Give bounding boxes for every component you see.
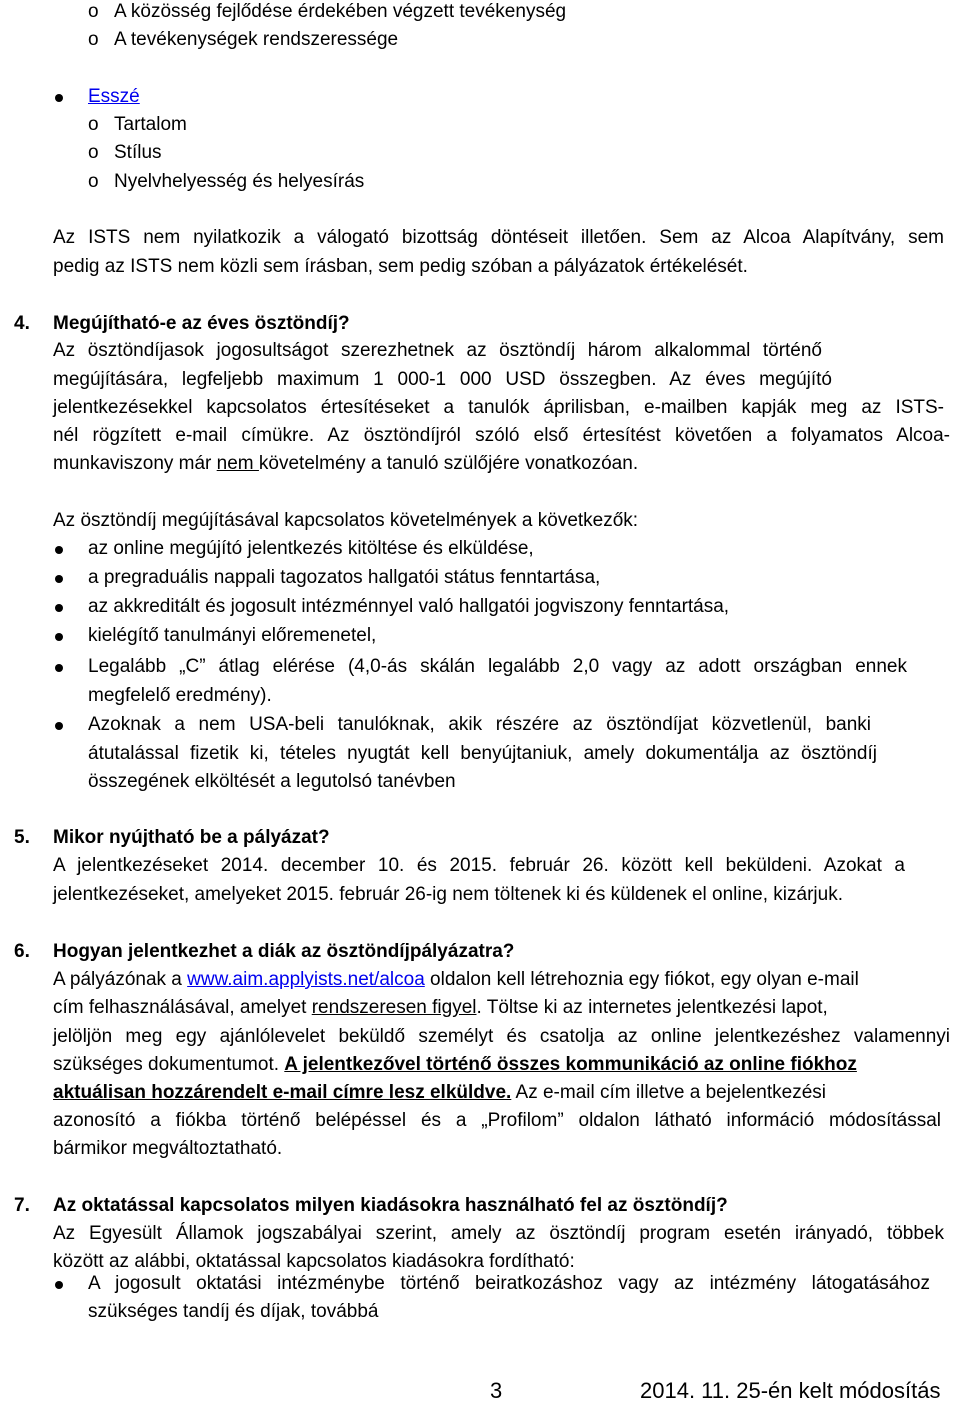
applyists-link[interactable]: www.aim.applyists.net/alcoa <box>187 969 425 990</box>
bullet-icon <box>55 94 63 102</box>
list-item-cont: megfelelő eredmény). <box>88 685 272 706</box>
sub-bullet-o: o <box>88 29 99 50</box>
paragraph-line: között az alábbi, oktatással kapcsolatos kiadásokra fordítható: <box>53 1251 575 1272</box>
paragraph-line: aktuálisan hozzárendelt e-mail címre lesz elküldve. Az e-mail cím illetve a bejelentkezési <box>53 1082 826 1103</box>
bullet-icon <box>55 1281 63 1289</box>
section-heading: Hogyan jelentkezhet a diák az ösztöndíjpályázatra? <box>53 941 515 962</box>
section-number: 7. <box>14 1195 30 1216</box>
paragraph-line: jelentkezéseket, amelyeket 2015. február 26-ig nem töltenek ki és küldenek el online, kizárjuk. <box>53 884 843 905</box>
emphasis-text: aktuálisan hozzárendelt e-mail címre lesz elküldve. <box>53 1082 512 1103</box>
list-item-cont: összegének elköltését a legutolsó tanévben <box>88 771 456 792</box>
paragraph-line: azonosító a fiókba történő belépéssel és a „Profilom” oldalon látható információ módosítással <box>53 1110 941 1131</box>
sub-bullet-o: o <box>88 1 99 22</box>
list-item: Nyelvhelyesség és helyesírás <box>114 171 365 192</box>
paragraph-line: szükséges dokumentumot. A jelentkezővel történő összes kommunikáció az online fiókhoz <box>53 1054 857 1075</box>
paragraph-line: Az Egyesült Államok jogszabályai szerint, amely az ösztöndíj program esetén irányadó, többek <box>53 1223 944 1244</box>
essay-title: Esszé <box>88 86 140 107</box>
bullet-icon <box>55 664 63 672</box>
list-item: Stílus <box>114 142 162 163</box>
list-item: az online megújító jelentkezés kitöltése és elküldése, <box>88 538 534 559</box>
list-item-cont: átutalással fizetik ki, tételes nyugtát kell benyújtaniuk, amely dokumentálja az ösztöndíj <box>88 743 877 764</box>
paragraph-line: A pályázónak a www.aim.applyists.net/alcoa oldalon kell létrehoznia egy fiókot, egy olyan e-mail <box>53 969 859 990</box>
paragraph-line: bármikor megváltoztatható. <box>53 1138 283 1159</box>
list-item: Tartalom <box>114 114 187 135</box>
section-heading: Mikor nyújtható be a pályázat? <box>53 827 330 848</box>
bullet-icon <box>55 575 63 583</box>
paragraph-line: jelöljön meg egy ajánlólevelet beküldő személyt és csatolja az online jelentkezéshez valamennyi <box>53 1026 950 1047</box>
section-number: 5. <box>14 827 30 848</box>
emphasis-text: A jelentkezővel történő összes kommunikáció az online fiókhoz <box>284 1054 857 1075</box>
underlined-text: rendszeresen figyel <box>311 997 477 1018</box>
page-number: 3 <box>490 1378 503 1403</box>
bullet-icon <box>55 722 63 730</box>
paragraph-line: Az ISTS nem nyilatkozik a válogató bizottság döntéseit illetően. Sem az Alcoa Alapítvány, sem <box>53 227 944 248</box>
bullet-icon <box>55 546 63 554</box>
paragraph-line: munkaviszony már nem követelmény a tanuló szülőjére vonatkozóan. <box>53 453 639 474</box>
list-item: A tevékenységek rendszeressége <box>114 29 399 50</box>
paragraph-line: Az ösztöndíjasok jogosultságot szerezhetnek az ösztöndíj három alkalommal történő <box>53 340 822 361</box>
list-item: kielégítő tanulmányi előremenetel, <box>88 625 377 646</box>
sub-bullet-o: o <box>88 142 99 163</box>
list-item: A közösség fejlődése érdekében végzett tevékenység <box>114 1 567 22</box>
revision-date: 2014. 11. 25-én kelt módosítás <box>640 1378 941 1403</box>
list-item: Legalább „C” átlag elérése (4,0-ás skálán legalább 2,0 vagy az adott országban ennek <box>88 656 907 677</box>
bullet-icon <box>55 633 63 641</box>
section-number: 4. <box>14 313 30 334</box>
paragraph-line: pedig az ISTS nem közli sem írásban, sem pedig szóban a pályázatok értékelését. <box>53 256 748 277</box>
section-heading: Az oktatással kapcsolatos milyen kiadásokra használható fel az ösztöndíj? <box>53 1195 728 1216</box>
sub-bullet-o: o <box>88 171 99 192</box>
paragraph-line: nél rögzített e-mail címükre. Az ösztöndíjról szóló első értesítést követően a folyamatos Alcoa- <box>53 425 950 446</box>
paragraph-line: megújítására, legfeljebb maximum 1 000-1 000 USD összegben. Az éves megújító <box>53 369 832 390</box>
section-number: 6. <box>14 941 30 962</box>
list-item: Azoknak a nem USA-beli tanulóknak, akik részére az ösztöndíjat közvetlenül, banki <box>88 714 871 735</box>
bullet-icon <box>55 604 63 612</box>
list-item: A jogosult oktatási intézménybe történő beiratkozáshoz vagy az intézmény látogatásához <box>88 1273 930 1294</box>
section-heading: Megújítható-e az éves ösztöndíj? <box>53 313 350 334</box>
list-item: az akkreditált és jogosult intézménnyel való hallgatói jogviszony fenntartása, <box>88 596 730 617</box>
sub-bullet-o: o <box>88 114 99 135</box>
list-item-cont: szükséges tandíj és díjak, továbbá <box>88 1301 379 1322</box>
paragraph-line: cím felhasználásával, amelyet rendszeresen figyel. Töltse ki az internetes jelentkezési lapot, <box>53 997 828 1018</box>
list-item: a pregraduális nappali tagozatos hallgatói státus fenntartása, <box>88 567 601 588</box>
requirements-intro: Az ösztöndíj megújításával kapcsolatos követelmények a következők: <box>53 510 639 531</box>
paragraph-line: jelentkezésekkel kapcsolatos értesítéseket a tanulók áprilisban, e-mailben kapják meg az ISTS- <box>53 397 944 418</box>
paragraph-line: A jelentkezéseket 2014. december 10. és 2015. február 26. között kell beküldeni. Azokat a <box>53 855 905 876</box>
underlined-text: nem <box>216 453 259 474</box>
